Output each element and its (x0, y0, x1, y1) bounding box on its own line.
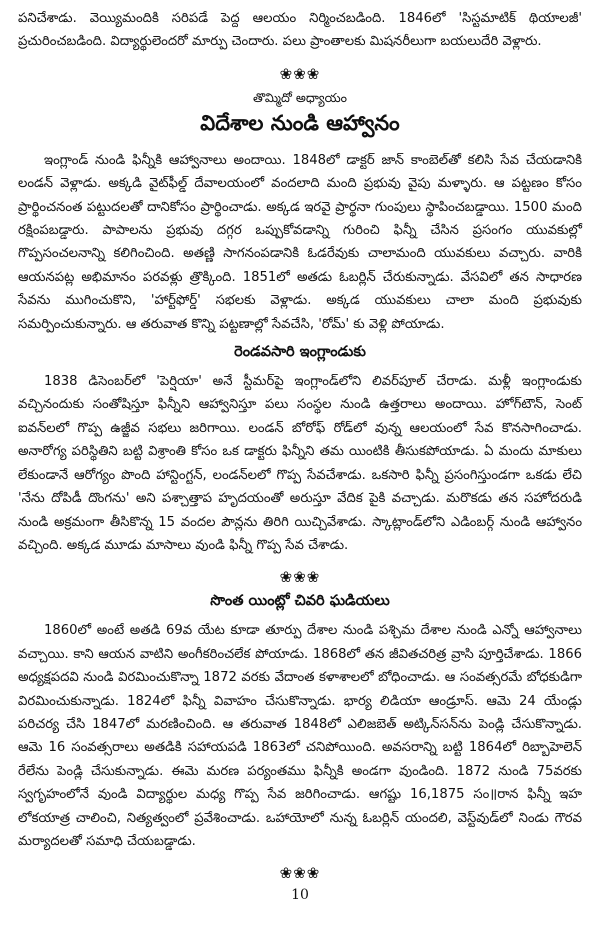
section-title-final-hours: సొంత యింట్లో చివరి ఘడియలు (210, 593, 390, 610)
ornament-divider: ❀❀❀ (279, 568, 321, 587)
page-number: 10 (291, 887, 309, 903)
section-paragraph-second-visit: 1838 డిసెంబర్‌లో 'పెర్షియా' అనే స్టీమర్‌పై ఇంగ్లాండ్‌లోని లివర్‌పూల్ చేరాడు. మళ్లీ ఇంగ్లాండుకు వచ్చినందుకు సంతోషిస్తూ ఫిన్నీని ఆహ్వానిస్తూ పలు సంస్థల నుండి ఉత్తరాలు అందాయి. హోగ్‌టౌన్, సెంట్ ఐవన్‌లలో గొప్ప ఉజ్జీవ సభలు జరిగాయి. లండన్ బోరోఫ్ రోడ్‌లో వున్న ఆలయంలో సేవ కొనసాగించాడు. అనారోగ్య పరిస్థితిని బట్టి విశ్రాంతి కోసం ఒక డాక్టరు ఫిన్నీని తమ యింటికి తీసుకపోయాడు. ఏ మందు మాకులు లేకుండానే ఆరోగ్యం పొంది హాన్టింగ్టన్, లండన్‌లలో గొప్ప సేవచేశాడు. ఒకసారి ఫిన్నీ ప్రసంగిస్తుండగా ఒకడు లేచి 'నేను దోపిడీ దొంగను' అని పశ్చాత్తాప హృదయంతో అరుస్తూ వేదిక పైకి వచ్చాడు. మరొకడు తన సహోదరుడి నుండి అక్రమంగా తీసికొన్న 15 వందల పౌన్లను తిరిగి యిచ్చివేశాడు. స్కాట్లాండ్‌లోని ఎడింబర్గ్ నుండి ఆహ్వానం వచ్చింది. అక్కడ మూడు మాసాలు వుండి ఫిన్నీ గొప్ప సేవ చేశాడు. (18, 374, 582, 553)
chapter-title: విదేశాల నుండి ఆహ్వానం (200, 110, 400, 135)
continued-paragraph: పనిచేశాడు. వెయ్యిమందికి సరిపడే పెద్ద ఆలయం నిర్మించబడింది. 1846లో 'సిస్టమాటిక్ థియాలజీ' ప్రచురించబడింది. విద్యార్థులెందరో మార్పు చెందారు. పలు ప్రాంతాలకు మిషనరీలుగా బయలుదేరి వెళ్లారు. (18, 11, 582, 50)
section-paragraph-final-hours: 1860లో అంటే అతడి 69వ యేట కూడా తూర్పు దేశాల నుండి పశ్చిమ దేశాల నుండి ఎన్నో ఆహ్వానాలు వచ్చాయి. కాని ఆయన వాటిని అంగీకరించలేక పోయాడు. 1868లో తన జీవితచరిత్ర వ్రాసి పూర్తిచేశాడు. 1866 అధ్యక్షపదవి నుండి విరమించుకొన్నా 1872 వరకు వేదాంత కళాశాలలో బోధించాడు. ఆ సంవత్సరమే బోధకుడిగా విరమించుకున్నాడు. 1824లో ఫిన్నీ వివాహం చేసుకొన్నాడు. భార్య లిడియా ఆండ్రూస్. ఆమె 24 యేండ్లు పరిచర్య చేసి 1847లో మరణించింది. ఆ తరువాత 1848లో ఎలిజబెత్ అట్కిన్‌సన్‌ను పెండ్లి చేసుకొన్నాడు. ఆమె 16 సంవత్సరాలు అతడికి సహాయపడి 1863లో చనిపోయింది. అవసరాన్ని బట్టి 1864లో రిబ్బాహెలెన్ రేలేను పెండ్లి చేసుకున్నాడు. ఈమె మరణ పర్యంతము ఫిన్నీకి అండగా వుండింది. 1872 నుండి 75వరకు స్వగృహంలోనే వుండి విద్యార్థుల మధ్య గొప్ప సేవ జరిగించాడు. ఆగష్టు 16,1875 సం॥రాన ఫిన్నీ ఇహ లోకయాత్ర చాలించి, నిత్యత్వంలో ప్రవేశించాడు. ఒహాయోలో నున్న ఓబర్లిన్ యందలి, వెస్ట్‌వుడ్‌లో నిండు గౌరవ మర్యాదలతో సమాధి చేయబడ్డాడు. (18, 623, 582, 849)
chapter-label: తొమ్మిదో అధ్యాయం (252, 89, 348, 105)
section-title-second-visit: రెండవసారి ఇంగ్లాండుకు (234, 344, 366, 361)
chapter-paragraph: ఇంగ్లాండ్ నుండి ఫిన్నీకి ఆహ్వానాలు అందాయి. 1848లో డాక్టర్ జాన్ కాంబెల్‌తో కలిసి సేవ చేయడానికి లండన్ వెళ్లాడు. అక్కడి వైట్‌ఫీల్డ్ దేవాలయంలో వందలాది మంది ప్రభువు వైపు మళ్ళారు. ఆ పట్టణం కోసం ప్రార్థించనంత పట్టుదలతో దానికోసం ప్రార్థించాడు. అక్కడ ఇరవై ప్రార్థనా గుంపులు స్థాపించబడ్డాయి. 1500 మంది రక్షింపబడ్డారు. పాపాలను ప్రభువు దగ్గర ఒప్పుకోవడాన్ని గురించి ఫిన్నీ చేసిన ప్రసంగం యువకుల్లో గొప్పసంచలనాన్ని కలిగించింది. అతణ్ణి సాగనంపడానికి ఓడరేవుకు చాలామంది యువకులు వచ్చారు. వారికి ఆయనపట్ల అభిమానం పరవళ్లు త్రొక్కింది. 1851లో అతడు ఓబర్లిన్ చేరుకున్నాడు. వేసవిలో తన సాధారణ సేవను ముగించుకొని, 'హార్ట్‌ఫోర్డ్' సభలకు వెళ్లాడు. అక్కడ యువకులు చాలా మంది ప్రభువుకు సమర్పించుకున్నారు. ఆ తరువాత కొన్ని పట్టణాల్లో సేవచేసి, 'రోమ్' కు వెళ్లి పోయాడు. (18, 152, 582, 332)
document-page (18, 0, 582, 925)
ornament-divider: ❀❀❀ (279, 64, 321, 83)
ornament-divider: ❀❀❀ (279, 864, 321, 883)
